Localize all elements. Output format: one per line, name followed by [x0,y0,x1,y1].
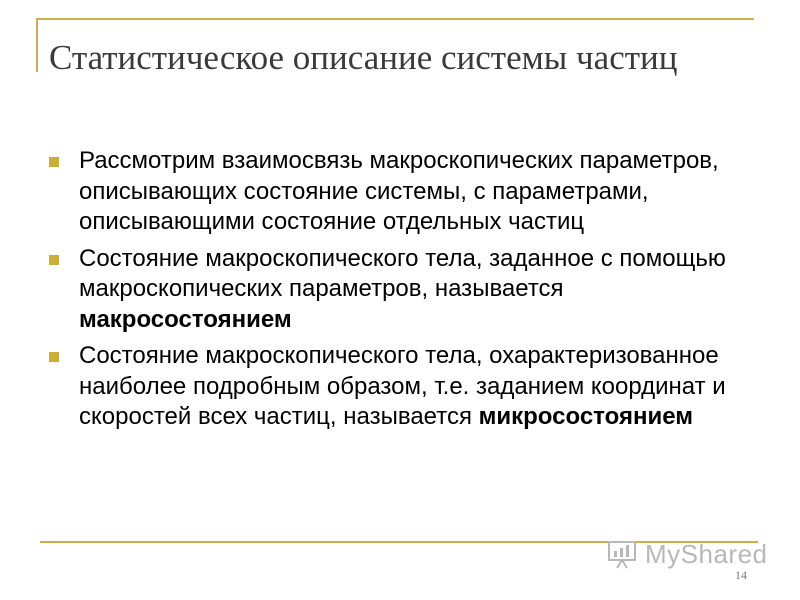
page-number: 14 [735,568,747,582]
left-rule [36,18,38,72]
bullet-text: Состояние макроскопического тела, охарактеризованное наиболее подробным образом, т.е. заданием координат и скоростей всех частиц, называется микросостоянием [79,342,726,430]
term-microstate: микросостоянием [478,403,693,430]
presentation-board-icon [607,539,639,569]
bullet-item [48,341,748,433]
bullet-item [48,146,748,238]
term-macrostate: макросостоянием [79,305,292,333]
slide-title: Статистическое описание системы частиц [49,38,678,77]
square-bullet-icon [49,255,59,265]
bullet-text: Состояние макроскопического тела, заданное с помощью макроскопических параметров, называется макросостоянием [79,244,726,333]
bullet-item [48,244,748,336]
top-rule [36,18,754,20]
square-bullet-icon [49,157,59,167]
square-bullet-icon [49,352,59,362]
bullet-text: Рассмотрим взаимосвязь макроскопических параметров, описывающих состояние системы, с параметрами, описывающими состояние отдельных частиц [79,147,719,235]
watermark-text: MyShared [645,538,768,569]
bullet-list [48,146,748,439]
